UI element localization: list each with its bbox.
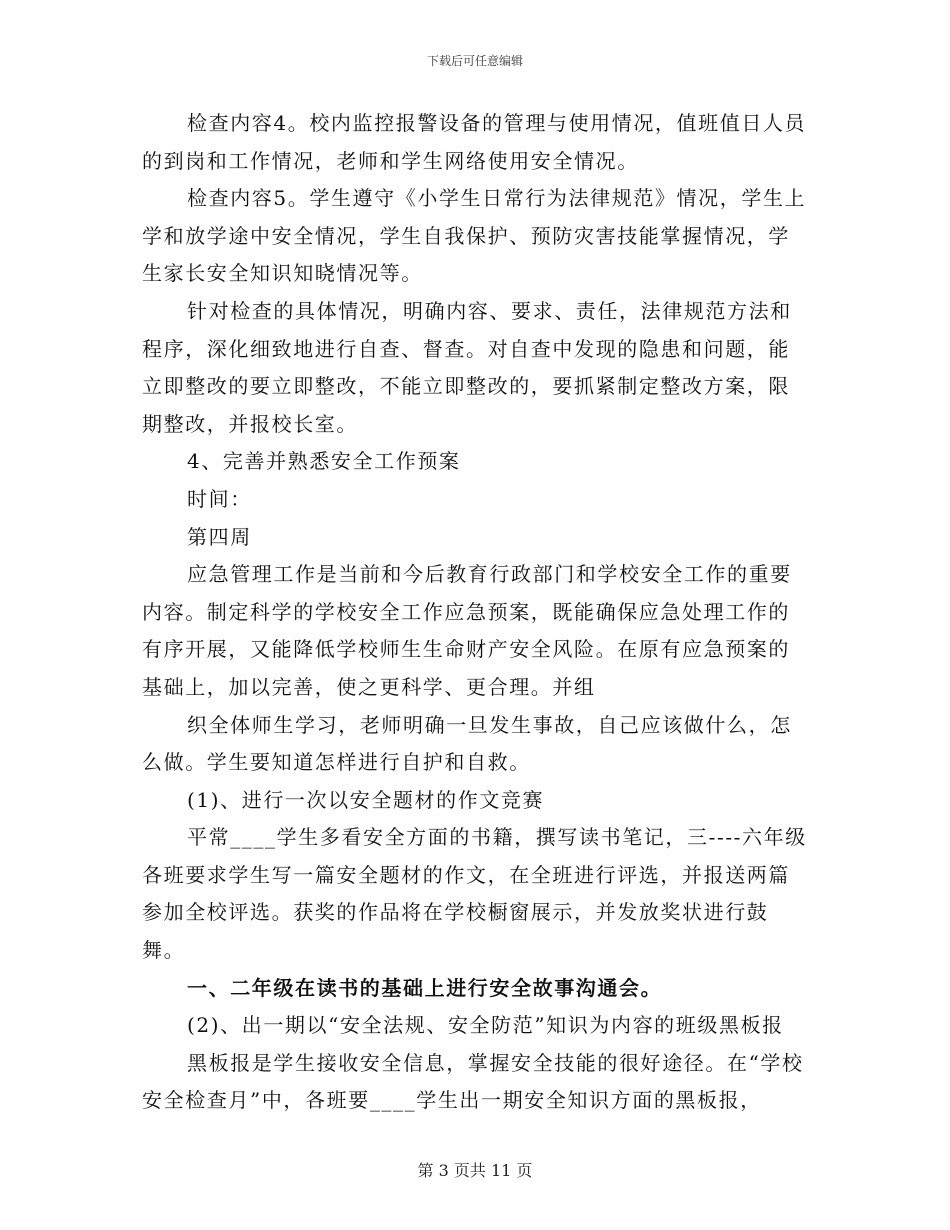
subsection-heading: (1)、进行一次以安全题材的作文竞赛 — [187, 787, 545, 812]
paragraph: 针对检查的具体情况，明确内容、要求、责任，法律规范方法和程序，深化细致地进行自查、督查。对自查中发现的隐患和问题，能立即整改的要立即整改，不能立即整改的，要抓紧制定整改方案，限期整改，并报校长室。 — [142, 298, 792, 436]
section-heading: 4、完善并熟悉安全工作预案 — [187, 449, 461, 474]
document-body — [142, 105, 810, 1120]
paragraph: 第四周 — [187, 524, 252, 549]
paragraph: 织全体师生学习，老师明确一旦发生事故，自己应该做什么，怎么做。学生要知道怎样进行自护和自救。 — [142, 712, 792, 775]
paragraph: 检查内容5。学生遵守《小学生日常行为法律规范》情况，学生上学和放学途中安全情况，学生自我保护、预防灾害技能掌握情况，学生家长安全知识知晓情况等。 — [142, 186, 807, 286]
paragraph: 应急管理工作是当前和今后教育行政部门和学校安全工作的重要内容。制定科学的学校安全工作应急预案，既能确保应急处理工作的有序开展，又能降低学校师生生命财产安全风险。在原有应急预案的基础上，加以完善，使之更科学、更合理。并组 — [142, 562, 792, 699]
page-footer: 第 3 页共 11 页 — [417, 1161, 533, 1180]
paragraph: 黑板报是学生接收安全信息，掌握安全技能的很好途径。在“学校安全检查月”中，各班要____学生出一期安全知识方面的黑板报， — [142, 1050, 804, 1113]
bold-paragraph: 一、二年级在读书的基础上进行安全故事沟通会。 — [187, 975, 663, 1000]
page-header: 下载后可任意编辑 — [426, 54, 523, 68]
paragraph: 平常____学生多看安全方面的书籍，撰写读书笔记，三----六年级各班要求学生写一篇安全题材的作文，在全班进行评选，并报送两篇参加全校评选。获奖的作品将在学校橱窗展示，并发放奖状进行鼓舞。 — [142, 825, 807, 963]
paragraph: 检查内容4。校内监控报警设备的管理与使用情况，值班值日人员的到岗和工作情况，老师和学生网络使用安全情况。 — [142, 111, 807, 173]
subsection-heading: (2)、出一期以“安全法规、安全防范”知识为内容的班级黑板报 — [187, 1013, 784, 1038]
paragraph: 时间： — [187, 486, 252, 511]
